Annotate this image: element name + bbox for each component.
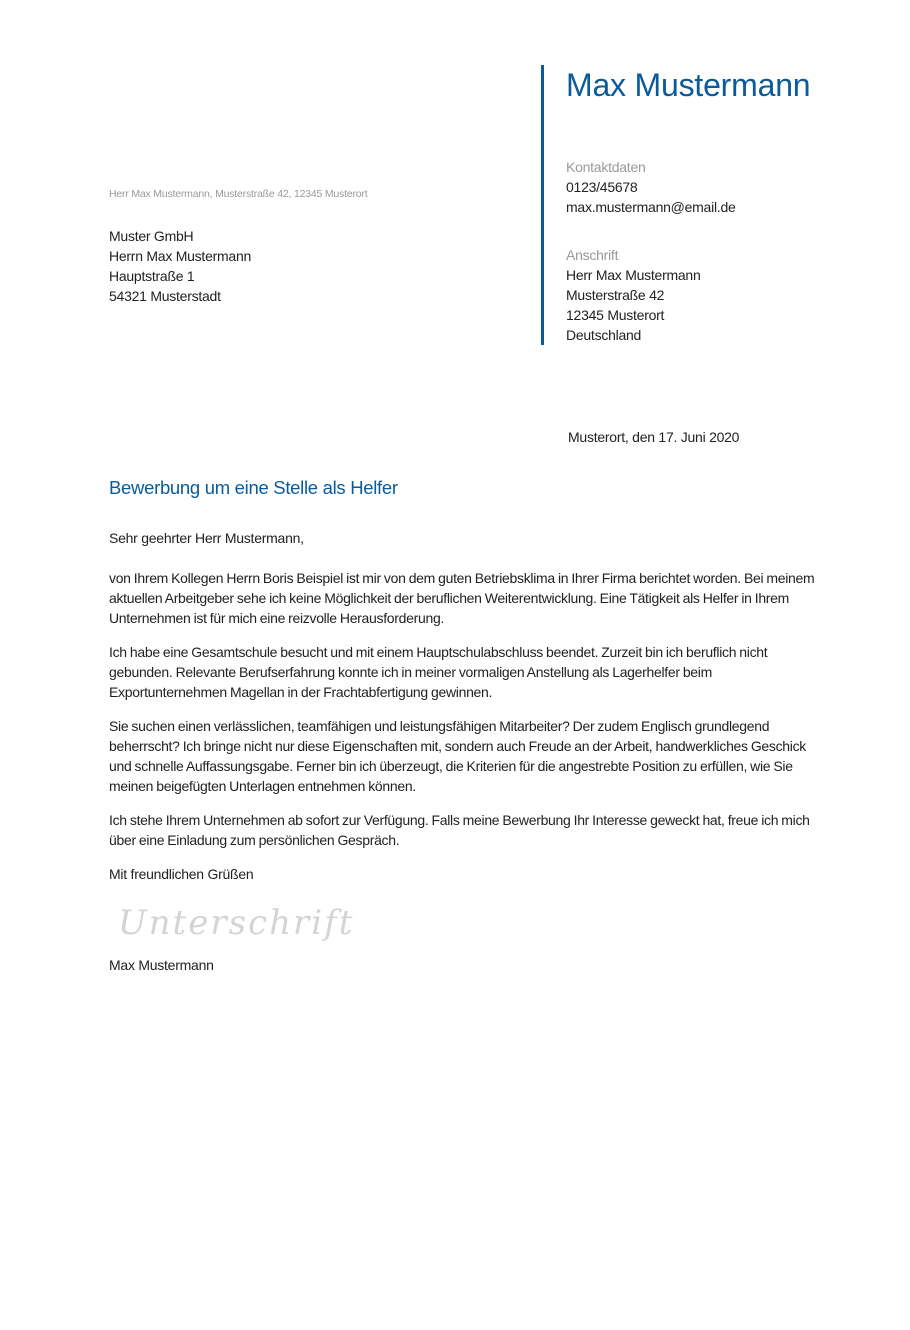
contact-phone: 0123/45678 [566, 179, 638, 195]
body-paragraph: Sie suchen einen verlässlichen, teamfähigen und leistungsfähigen Mitarbeiter? Der zudem Englisch grundlegend beherrscht? Ich bringe nicht nur diese Eigenschaften mit, sondern auch Freude an der Arbeit, handwerkliches Geschick und schnelle Auffassungsgabe. Ferner bin ich überzeugt, die Kriterien für die angestrebte Position zu erfüllen, wie Sie meinen beigefügten Unterlagen entnehmen können. [109, 718, 807, 794]
recipient-line: Herrn Max Mustermann [109, 248, 252, 264]
salutation: Sehr geehrter Herr Mustermann, [109, 530, 304, 546]
recipient-line: 54321 Musterstadt [109, 288, 221, 304]
applicant-name: Max Mustermann [566, 67, 811, 103]
address-line: 12345 Musterort [566, 307, 665, 323]
contact-email: max.mustermann@email.de [566, 199, 736, 215]
address-label: Anschrift [566, 247, 619, 263]
body-paragraph: von Ihrem Kollegen Herrn Boris Beispiel ist mir von dem guten Betriebsklima in Ihrer Firma berichtet worden. Bei meinem aktuellen Arbeitgeber sehe ich keine Möglichkeit der beruflichen Weiterentwicklung. Eine Tätigkeit als Helfer in Ihrem Unternehmen ist für mich eine reizvolle Herausforderung. [109, 570, 815, 626]
recipient-line: Muster GmbH [109, 228, 194, 244]
letter-subject: Bewerbung um eine Stelle als Helfer [109, 477, 398, 498]
contact-block [566, 157, 736, 217]
header-accent-bar [541, 65, 544, 345]
address-line: Deutschland [566, 327, 642, 343]
signer-name: Max Mustermann [109, 957, 214, 973]
closing: Mit freundlichen Grüßen [109, 866, 254, 882]
address-line: Musterstraße 42 [566, 287, 665, 303]
body-paragraph: Ich habe eine Gesamtschule besucht und mit einem Hauptschulabschluss beendet. Zurzeit bin ich beruflich nicht gebunden. Relevante Berufserfahrung konnte ich in meiner vormaligen Anstellung als Lagerhelfer beim Exportunternehmen Magellan in der Frachtabfertigung gewinnen. [109, 644, 768, 700]
sender-return-line: Herr Max Mustermann, Musterstraße 42, 12345 Musterort [109, 188, 368, 200]
recipient-block [109, 226, 251, 306]
signature-placeholder: Unterschrift [118, 903, 355, 943]
body-paragraph: Ich stehe Ihrem Unternehmen ab sofort zur Verfügung. Falls meine Bewerbung Ihr Interesse geweckt hat, freue ich mich über eine Einladung zum persönlichen Gespräch. [109, 812, 810, 848]
address-line: Herr Max Mustermann [566, 267, 701, 283]
sender-address-block [566, 245, 701, 345]
recipient-line: Hauptstraße 1 [109, 268, 195, 284]
letter-date: Musterort, den 17. Juni 2020 [568, 429, 740, 445]
contact-label: Kontaktdaten [566, 159, 646, 175]
